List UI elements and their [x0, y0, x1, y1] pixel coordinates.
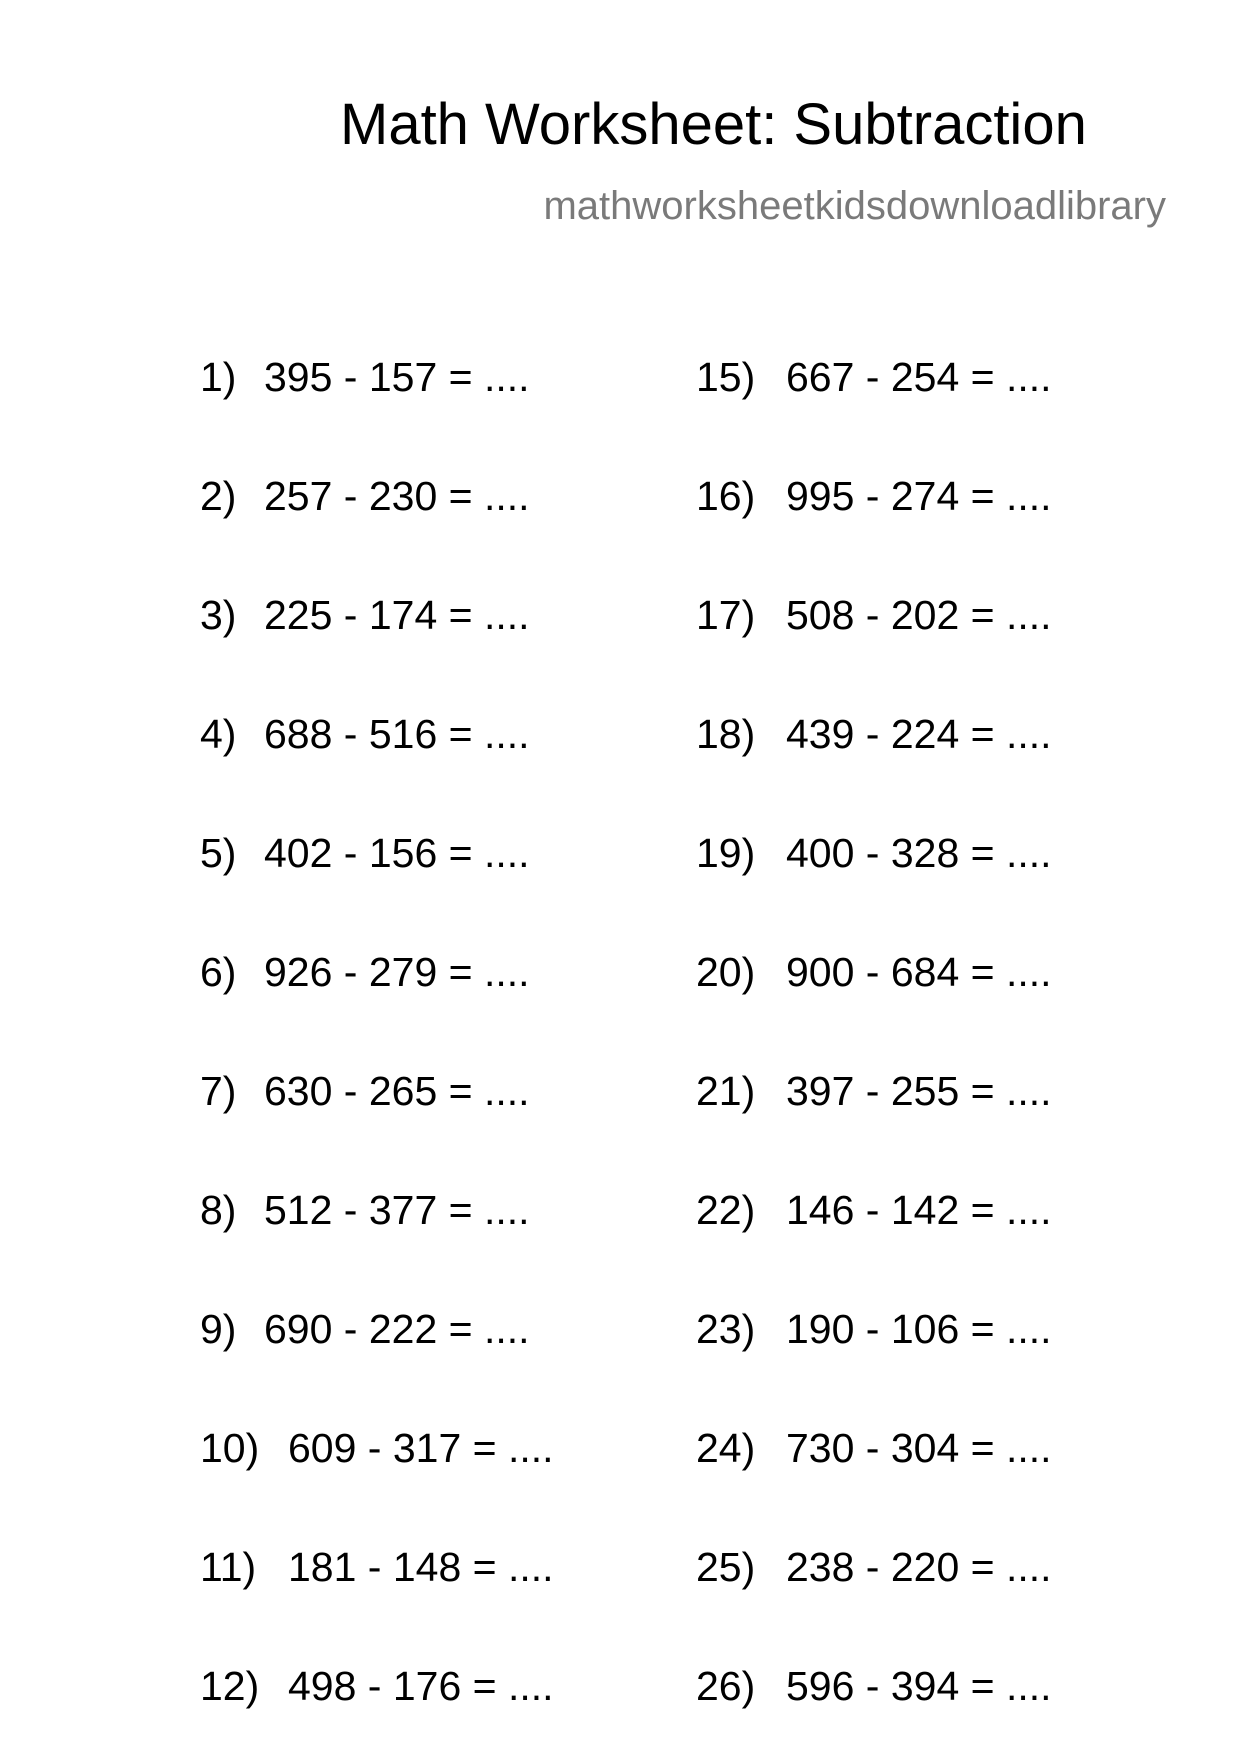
problem-item [200, 830, 530, 876]
problem-expression: 630 - 265 = .... [264, 1068, 530, 1114]
problem-item [696, 830, 1052, 876]
problem-number: 8) [200, 1187, 237, 1233]
problem-number: 15) [696, 354, 756, 400]
problem-item [200, 1187, 530, 1233]
problem-item [696, 1068, 1052, 1114]
problem-item [696, 1663, 1052, 1709]
problem-number: 3) [200, 592, 237, 638]
problem-expression: 688 - 516 = .... [264, 711, 530, 757]
problem-expression: 257 - 230 = .... [264, 473, 530, 519]
worksheet-title: Math Worksheet: Subtraction [340, 92, 1087, 157]
problem-number: 6) [200, 949, 237, 995]
problem-expression: 190 - 106 = .... [786, 1306, 1052, 1352]
worksheet-source: mathworksheetkidsdownloadlibrary [543, 184, 1166, 228]
problem-expression: 225 - 174 = .... [264, 592, 530, 638]
problem-item [200, 1425, 554, 1471]
problem-expression: 512 - 377 = .... [264, 1187, 530, 1233]
problem-number: 12) [200, 1663, 260, 1709]
problem-expression: 730 - 304 = .... [786, 1425, 1052, 1471]
problem-expression: 181 - 148 = .... [288, 1544, 554, 1590]
problem-number: 23) [696, 1306, 756, 1352]
problem-item [200, 473, 530, 519]
problem-item [200, 592, 530, 638]
problem-item [200, 1663, 554, 1709]
problem-number: 19) [696, 830, 756, 876]
problem-number: 25) [696, 1544, 756, 1590]
problem-item [696, 473, 1052, 519]
problem-item [696, 1544, 1052, 1590]
problem-expression: 596 - 394 = .... [786, 1663, 1052, 1709]
problem-item [696, 592, 1052, 638]
problem-number: 18) [696, 711, 756, 757]
problem-number: 11) [200, 1544, 257, 1590]
problem-item [696, 1306, 1052, 1352]
problem-expression: 900 - 684 = .... [786, 949, 1052, 995]
problem-number: 26) [696, 1663, 756, 1709]
problem-item [200, 949, 530, 995]
problem-item [200, 1068, 530, 1114]
problem-expression: 146 - 142 = .... [786, 1187, 1052, 1233]
problem-number: 10) [200, 1425, 260, 1471]
problem-expression: 395 - 157 = .... [264, 354, 530, 400]
problem-number: 4) [200, 711, 237, 757]
problem-number: 5) [200, 830, 237, 876]
problem-item [200, 1306, 530, 1352]
problem-expression: 609 - 317 = .... [288, 1425, 554, 1471]
problem-item [696, 1187, 1052, 1233]
problem-expression: 926 - 279 = .... [264, 949, 530, 995]
problem-expression: 667 - 254 = .... [786, 354, 1052, 400]
problem-number: 20) [696, 949, 756, 995]
problem-expression: 238 - 220 = .... [786, 1544, 1052, 1590]
problem-number: 22) [696, 1187, 756, 1233]
problem-item [200, 711, 530, 757]
problem-item [696, 949, 1052, 995]
problem-number: 24) [696, 1425, 756, 1471]
problem-item [696, 711, 1052, 757]
problem-expression: 508 - 202 = .... [786, 592, 1052, 638]
problem-expression: 439 - 224 = .... [786, 711, 1052, 757]
problem-number: 21) [696, 1068, 756, 1114]
problem-expression: 498 - 176 = .... [288, 1663, 554, 1709]
problem-number: 1) [200, 354, 237, 400]
problem-expression: 690 - 222 = .... [264, 1306, 530, 1352]
problem-item [200, 354, 530, 400]
problem-expression: 402 - 156 = .... [264, 830, 530, 876]
problem-expression: 995 - 274 = .... [786, 473, 1052, 519]
problem-number: 9) [200, 1306, 237, 1352]
problem-expression: 397 - 255 = .... [786, 1068, 1052, 1114]
problem-item [200, 1544, 554, 1590]
problem-number: 16) [696, 473, 756, 519]
problem-expression: 400 - 328 = .... [786, 830, 1052, 876]
problem-item [696, 354, 1052, 400]
problem-number: 7) [200, 1068, 237, 1114]
problem-item [696, 1425, 1052, 1471]
problem-number: 17) [696, 592, 756, 638]
problem-number: 2) [200, 473, 237, 519]
